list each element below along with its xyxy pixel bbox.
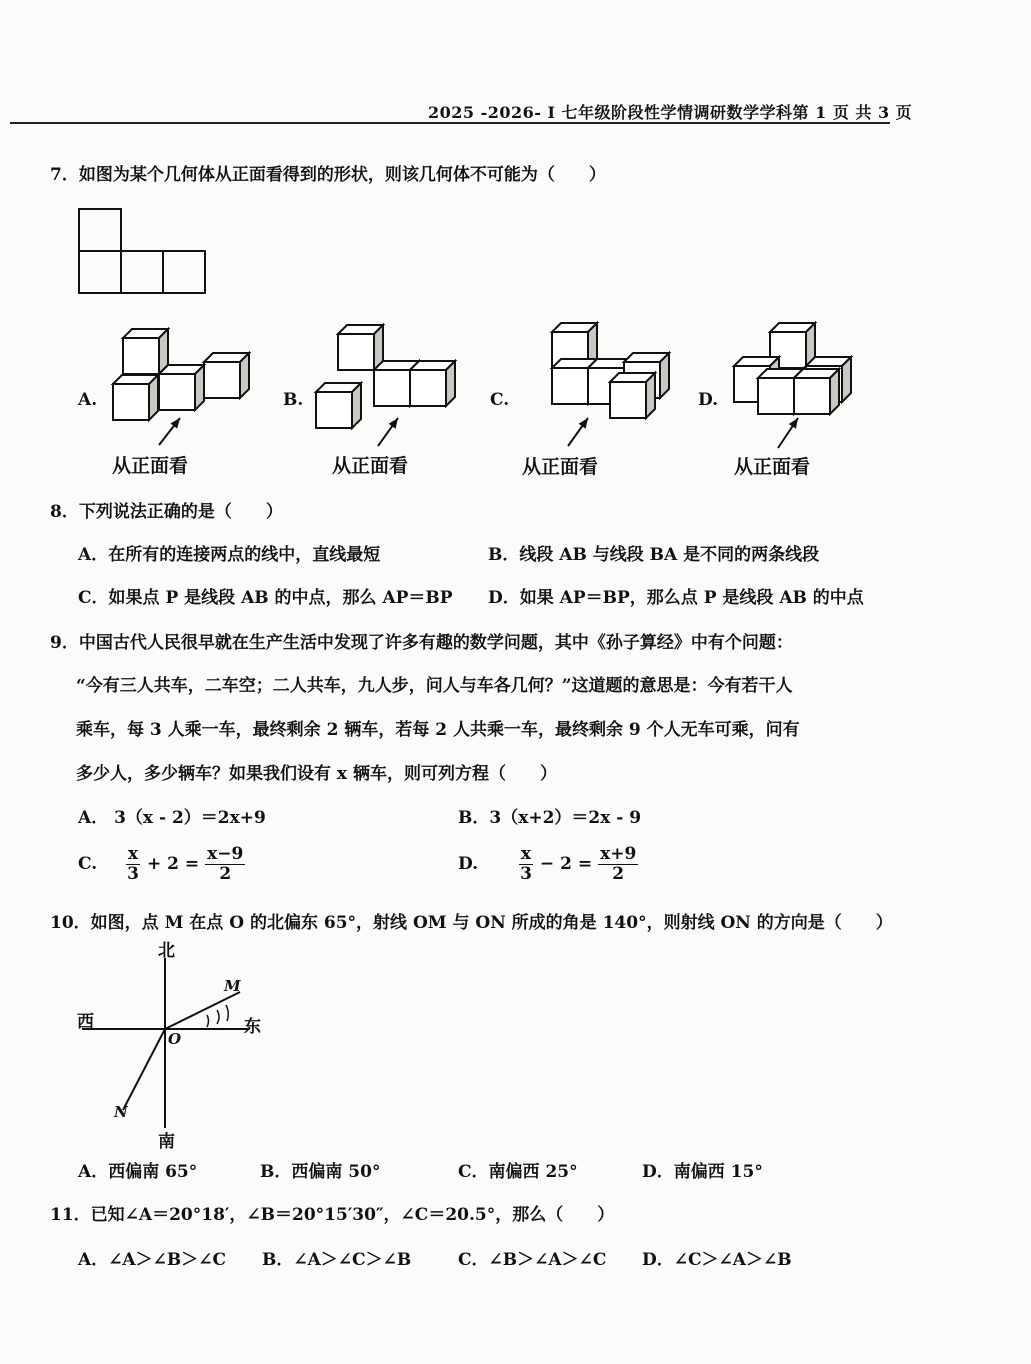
q11-option-d: D．∠C＞∠A＞∠B — [642, 1250, 792, 1270]
compass-north-label: 北 — [158, 941, 175, 961]
q9-c-mid: + 2 = — [147, 854, 200, 875]
q7-caption-b: 从正面看 — [332, 455, 409, 477]
q9-option-c-label: C. — [78, 854, 98, 875]
q8-option-b: B．线段 AB 与线段 BA 是不同的两条线段 — [488, 545, 820, 565]
q9-c-num1: x — [128, 844, 139, 864]
q7-stem: 7．如图为某个几何体从正面看得到的形状，则该几何体不可能为（ ） — [50, 165, 606, 185]
q9-option-d-label: D. — [458, 854, 479, 875]
q11-option-b: B．∠A＞∠C＞∠B — [262, 1250, 412, 1270]
q10-stem: 10．如图，点 M 在点 O 的北偏东 65°，射线 OM 与 ON 所成的角是 140°，则射线 ON 的方向是（ ） — [50, 913, 893, 933]
q9-option-b: B．3（x+2）＝2x - 9 — [458, 808, 642, 828]
page-header: 2025 -2026- I 七年级阶段性学情调研数学学科第 1 页 共 3 页 — [428, 103, 913, 122]
q7-label-a: A. — [78, 390, 98, 410]
q11-option-a: A．∠A＞∠B＞∠C — [78, 1250, 227, 1270]
q7-caption-a: 从正面看 — [112, 455, 189, 477]
q8-option-a: A．在所有的连接两点的线中，直线最短 — [78, 545, 381, 565]
q9-line-1: 9．中国古代人民很早就在生产生活中发现了许多有趣的数学问题，其中《孙子算经》中有个问题： — [50, 633, 793, 653]
point-n-label: N — [114, 1103, 128, 1121]
q8-option-c: C．如果点 P 是线段 AB 的中点，那么 AP＝BP — [78, 588, 453, 608]
q9-c-den2: 2 — [219, 863, 232, 884]
q7-label-c: C. — [490, 390, 510, 410]
q10-option-c: C．南偏西 25° — [458, 1162, 578, 1182]
q10-option-b: B．西偏南 50° — [260, 1162, 381, 1182]
q9-line-4: 多少人，多少辆车？如果我们设有 x 辆车，则可列方程（ ） — [76, 764, 557, 784]
q7-label-d: D. — [698, 390, 719, 410]
q7-caption-c: 从正面看 — [522, 456, 599, 478]
q9-option-a: A． 3（x - 2）＝2x+9 — [78, 808, 266, 828]
q9-c-num2: x−9 — [207, 844, 244, 864]
q9-d-den2: 2 — [612, 863, 625, 884]
q9-d-num2: x+9 — [600, 844, 637, 864]
q9-line-2: “今有三人共车，二车空；二人共车，九人步，问人与车各几何？”这道题的意思是：今有若干人 — [76, 676, 793, 696]
q7-caption-d: 从正面看 — [734, 456, 811, 478]
q11-stem: 11．已知∠A＝20°18′，∠B＝20°15′30″，∠C＝20.5°，那么（ ） — [50, 1205, 615, 1225]
q10-option-a: A．西偏南 65° — [78, 1162, 198, 1182]
point-m-label: M — [224, 977, 241, 995]
q9-d-num1: x — [520, 844, 532, 864]
q7-label-b: B. — [283, 390, 304, 410]
q11-option-c: C．∠B＞∠A＞∠C — [458, 1250, 607, 1270]
q9-d-den1: 3 — [520, 863, 532, 884]
q9-line-3: 乘车，每 3 人乘一车，最终剩余 2 辆车，若每 2 人共乘一车，最终剩余 9 个人无车可乘，问有 — [76, 720, 800, 740]
q8-stem: 8．下列说法正确的是（ ） — [50, 502, 283, 522]
compass-west-label: 西 — [77, 1012, 94, 1032]
compass-south-label: 南 — [158, 1132, 175, 1152]
q9-d-mid: − 2 = — [539, 854, 593, 875]
compass-east-label: 东 — [244, 1017, 261, 1037]
q10-option-d: D．南偏西 15° — [642, 1162, 763, 1182]
q9-c-den1: 3 — [127, 863, 139, 884]
q8-option-d: D．如果 AP＝BP，那么点 P 是线段 AB 的中点 — [488, 588, 864, 608]
point-o-label: O — [168, 1030, 182, 1048]
